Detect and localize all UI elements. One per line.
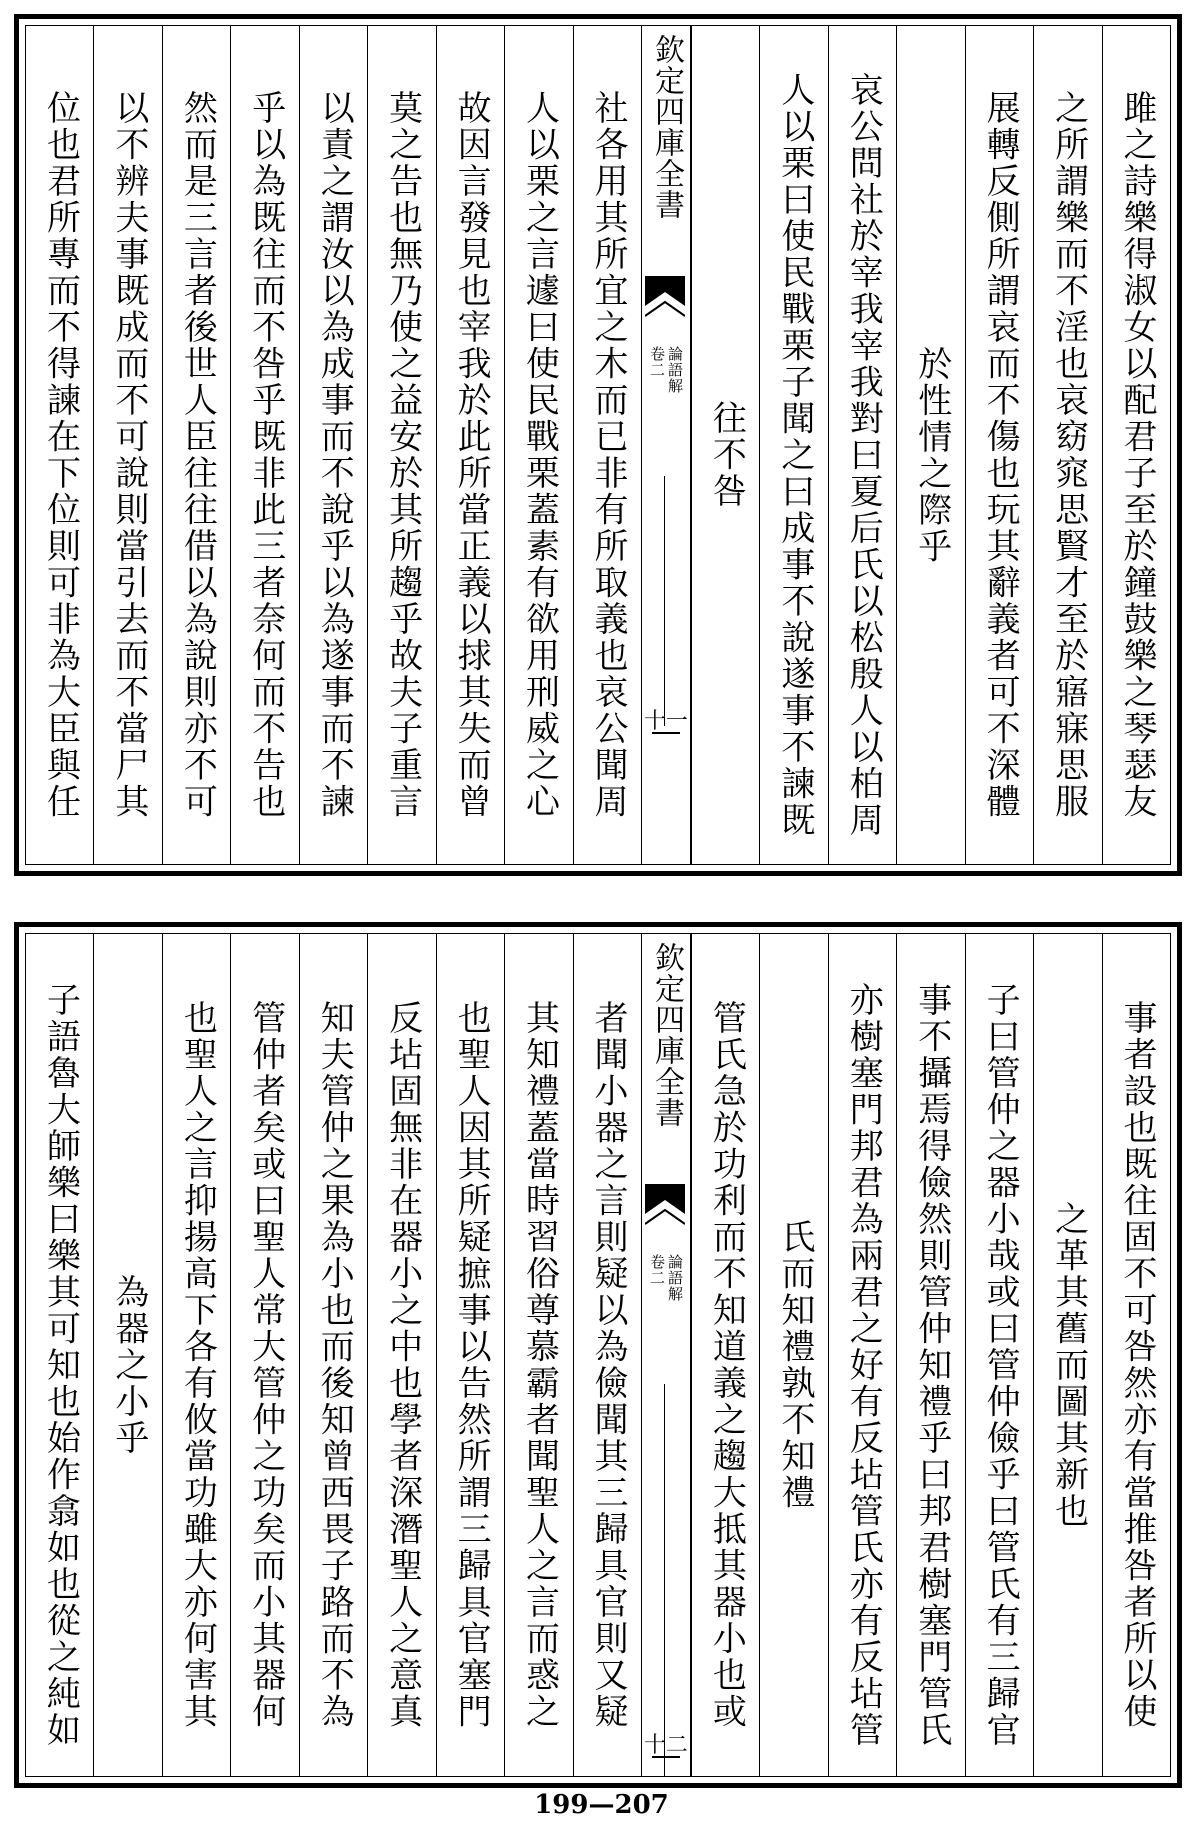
bottom-page-columns (25, 933, 1171, 1777)
spine-center-fold (641, 934, 691, 1776)
spine-title: 欽定四庫全書 (648, 34, 684, 220)
top-page (14, 14, 1182, 876)
folio-number: 十一 (643, 709, 688, 734)
text-column: 人以栗之言遽曰使民戰栗蓋素有欲用刑威之心 (504, 26, 572, 864)
folio-number: 十二 (643, 1733, 688, 1758)
text-column: 管氏急於功利而不知道義之趨大抵其器小也或 (691, 934, 759, 1776)
fish-tail-mark-icon (645, 1184, 685, 1236)
text-column: 事者設也既往固不可咎然亦有當推咎者所以使 (1102, 934, 1170, 1776)
text-column: 也聖人之言抑揚高下各有攸當功雖大亦何害其 (162, 934, 230, 1776)
text-column: 也聖人因其所疑摭事以告然所謂三歸具官塞門 (436, 934, 504, 1776)
text-column: 者聞小器之言則疑以為儉聞其三歸具官則又疑 (573, 934, 641, 1776)
spine-book-name: 論語解 (665, 1254, 684, 1302)
top-page-columns (25, 25, 1171, 865)
text-column: 乎以為既往而不咎乎既非此三者奈何而不告也 (230, 26, 298, 864)
spine-subtitle (642, 1254, 690, 1374)
text-column: 以不辨夫事既成而不可說則當引去而不當尸其 (93, 26, 161, 864)
page-number: 199—207 (534, 1790, 669, 1820)
spine-book-name: 論語解 (665, 346, 684, 394)
spine-subtitle (642, 346, 690, 466)
text-column: 位也君所專而不得諫在下位則可非為大臣與任 (40, 90, 81, 820)
text-column: 社各用其所宜之木而已非有所取義也哀公聞周 (573, 26, 641, 864)
text-column: 其知禮蓋當時習俗尊慕霸者聞聖人之言而惑之 (504, 934, 572, 1776)
spine-title: 欽定四庫全書 (648, 942, 684, 1128)
text-column: 往不咎 (691, 26, 759, 864)
text-column: 子語魯大師樂曰樂其可知也始作翕如也從之純如 (40, 981, 81, 1749)
text-column: 然而是三言者後世人臣往往借以為說則亦不可 (162, 26, 230, 864)
text-column: 反坫固無非在器小之中也學者深潛聖人之意真 (367, 934, 435, 1776)
text-column: 以責之謂汝以為成事而不說乎以為遂事而不諫 (299, 26, 367, 864)
text-column: 人以栗曰使民戰栗子聞之曰成事不說遂事不諫既 (759, 26, 827, 864)
text-column: 子曰管仲之器小哉或曰管仲儉乎曰管氏有三歸官 (965, 934, 1033, 1776)
text-column: 知夫管仲之果為小也而後知曾西畏子路而不為 (299, 934, 367, 1776)
text-column: 莫之告也無乃使之益安於其所趨乎故夫子重言 (367, 26, 435, 864)
bottom-page (14, 922, 1182, 1788)
text-column: 亦樹塞門邦君為兩君之好有反坫管氏亦有反坫管 (828, 934, 896, 1776)
spine-center-fold (641, 26, 691, 864)
text-column: 展轉反側所謂哀而不傷也玩其辭義者可不深體 (965, 26, 1033, 864)
text-column: 哀公問社於宰我宰我對曰夏后氏以松殷人以柏周 (828, 26, 896, 864)
spine-volume: 卷二 (647, 1254, 666, 1286)
text-column: 管仲者矣或曰聖人常大管仲之功矣而小其器何 (230, 934, 298, 1776)
spine-line (664, 1384, 666, 1776)
text-column: 事不攝焉得儉然則管仲知禮乎曰邦君樹塞門管氏 (896, 934, 964, 1776)
text-column: 故因言發見也宰我於此所當正義以捄其失而曾 (436, 26, 504, 864)
spine-line (664, 476, 666, 726)
spine-volume: 卷二 (647, 346, 666, 378)
text-column: 為器之小乎 (93, 934, 161, 1776)
text-column: 之所謂樂而不淫也哀窈窕思賢才至於寤寐思服 (1033, 26, 1101, 864)
text-column: 於性情之際乎 (896, 26, 964, 864)
text-column: 雎之詩樂得淑女以配君子至於鐘鼓樂之琴瑟友 (1102, 26, 1170, 864)
fish-tail-mark-icon (645, 276, 685, 328)
text-column: 之革其舊而圖其新也 (1033, 934, 1101, 1776)
text-column: 氏而知禮孰不知禮 (759, 934, 827, 1776)
